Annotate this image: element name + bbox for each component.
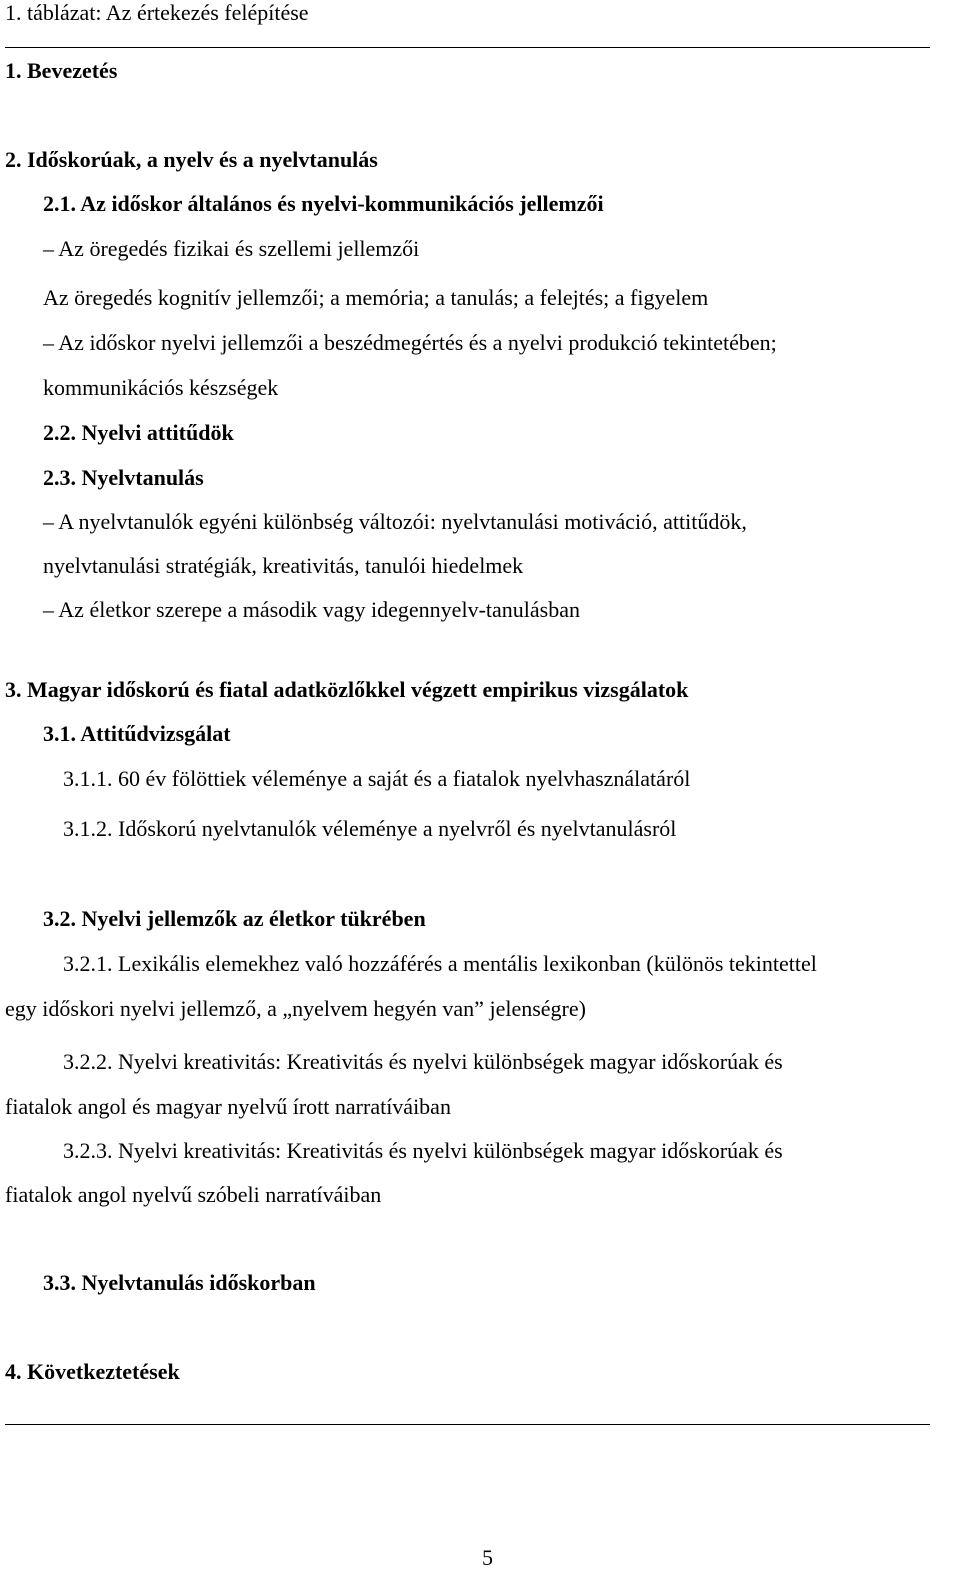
section-3-2-3-line-1: 3.2.3. Nyelvi kreativitás: Kreativitás és nyelvi különbségek magyar időskorúak és	[63, 1138, 783, 1163]
section-2-3-item-2: – Az életkor szerepe a második vagy idegennyelv-tanulásban	[43, 597, 580, 622]
page-number: 5	[482, 1545, 493, 1570]
section-3-2-1-line-1: 3.2.1. Lexikális elemekhez való hozzáférés a mentális lexikonban (különös tekintettel	[63, 951, 817, 976]
section-1-heading: 1. Bevezetés	[5, 58, 118, 83]
section-2-heading: 2. Időskorúak, a nyelv és a nyelvtanulás	[5, 147, 378, 172]
section-2-1-item-3-line-2: kommunikációs készségek	[43, 375, 279, 400]
section-2-1-item-3-line-1: – Az időskor nyelvi jellemzői a beszédmegértés és a nyelvi produkció tekintetében;	[43, 330, 777, 355]
section-4-heading: 4. Következtetések	[5, 1359, 180, 1384]
section-3-2-2-line-2: fiatalok angol és magyar nyelvű írott narratíváiban	[5, 1094, 451, 1119]
section-2-1-item-2: Az öregedés kognitív jellemzői; a memória; a tanulás; a felejtés; a figyelem	[43, 285, 709, 310]
section-3-1-2: 3.1.2. Időskorú nyelvtanulók véleménye a nyelvről és nyelvtanulásról	[63, 816, 677, 841]
table-caption: 1. táblázat: Az értekezés felépítése	[5, 0, 309, 25]
section-3-heading: 3. Magyar időskorú és fiatal adatközlőkkel végzett empirikus vizsgálatok	[5, 677, 689, 702]
section-2-1-heading: 2.1. Az időskor általános és nyelvi-kommunikációs jellemzői	[43, 191, 604, 216]
section-3-2-3-line-2: fiatalok angol nyelvű szóbeli narratíváiban	[5, 1182, 382, 1207]
section-2-3-item-1-line-1: – A nyelvtanulók egyéni különbség változói: nyelvtanulási motiváció, attitűdök,	[43, 509, 747, 534]
section-2-3-heading: 2.3. Nyelvtanulás	[43, 465, 204, 490]
section-3-2-heading: 3.2. Nyelvi jellemzők az életkor tükrében	[43, 906, 426, 931]
section-3-2-1-line-2: egy időskori nyelvi jellemző, a „nyelvem hegyén van” jelenségre)	[5, 996, 586, 1021]
section-2-3-item-1-line-2: nyelvtanulási stratégiák, kreativitás, tanulói hiedelmek	[43, 553, 524, 578]
section-3-3-heading: 3.3. Nyelvtanulás időskorban	[43, 1270, 316, 1295]
section-2-1-item-1: – Az öregedés fizikai és szellemi jellemzői	[43, 236, 420, 261]
section-3-2-2-line-1: 3.2.2. Nyelvi kreativitás: Kreativitás és nyelvi különbségek magyar időskorúak és	[63, 1049, 783, 1074]
section-3-1-heading: 3.1. Attitűdvizsgálat	[43, 721, 231, 746]
section-3-1-1: 3.1.1. 60 év fölöttiek véleménye a saját és a fiatalok nyelvhasználatáról	[63, 766, 691, 791]
bottom-rule	[5, 1424, 930, 1425]
section-2-2-heading: 2.2. Nyelvi attitűdök	[43, 420, 234, 445]
top-rule	[5, 47, 930, 48]
